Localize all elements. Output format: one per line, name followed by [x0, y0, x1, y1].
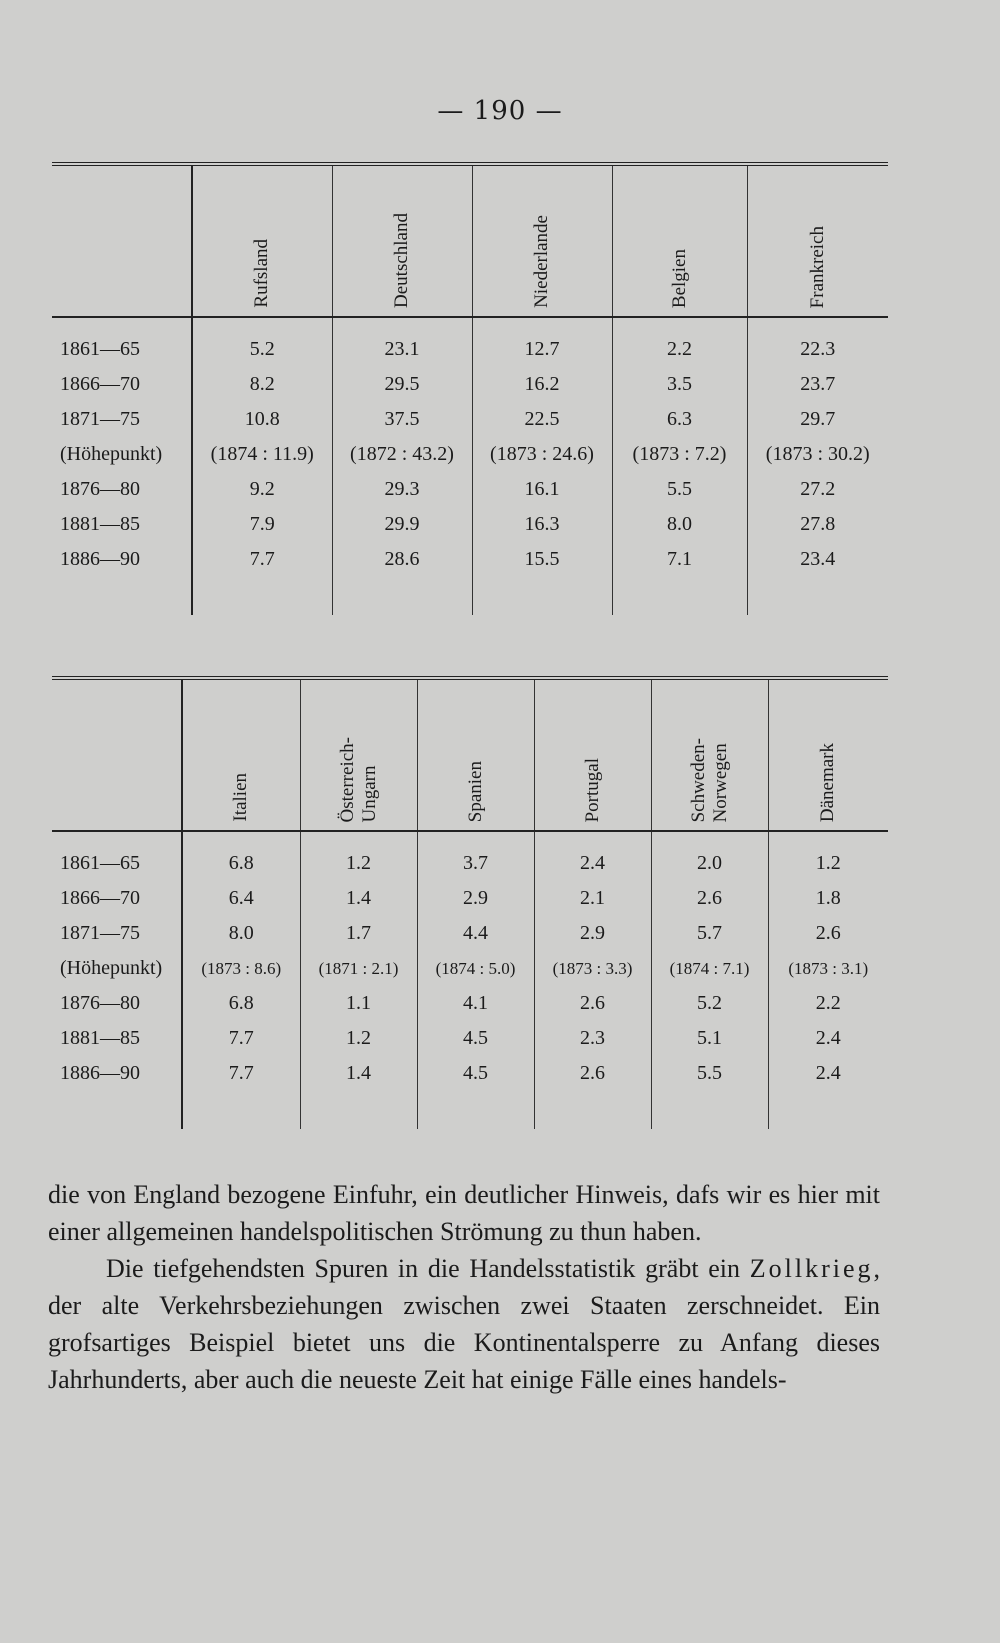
page-number: — 190 —	[437, 96, 563, 126]
empty-cell	[182, 1091, 300, 1129]
table-row	[52, 1021, 888, 1056]
table-filler-row	[52, 1091, 888, 1129]
table-row	[52, 831, 888, 881]
text-run: Die tiefgehendsten Spuren in die Handelsstatistik gräbt ein	[106, 1254, 750, 1283]
empty-cell	[192, 577, 332, 615]
table-cell: 2.6	[534, 986, 651, 1021]
table-cell: 15.5	[472, 542, 612, 577]
table-cell: 1.8	[768, 881, 888, 916]
table-cell: 7.9	[192, 507, 332, 542]
statistics-table-2	[52, 676, 888, 1129]
table-cell: (1873 : 3.1)	[768, 951, 888, 986]
table-row	[52, 542, 888, 577]
table-cell: 5.5	[612, 472, 747, 507]
table-cell: (1872 : 43.2)	[332, 437, 472, 472]
table-cell: 29.5	[332, 367, 472, 402]
statistics-table-1	[52, 162, 888, 615]
empty-cell	[768, 1091, 888, 1129]
table-cell: 28.6	[332, 542, 472, 577]
table-row	[52, 472, 888, 507]
table-cell: 29.3	[332, 472, 472, 507]
table-cell: 1.4	[300, 1056, 417, 1091]
table-cell: 29.7	[747, 402, 888, 437]
table-cell: 5.2	[651, 986, 768, 1021]
table-cell: 6.3	[612, 402, 747, 437]
table-filler-row	[52, 577, 888, 615]
table-row	[52, 367, 888, 402]
table-cell: 16.3	[472, 507, 612, 542]
row-label: 1866—70	[60, 373, 140, 395]
table-cell: 5.7	[651, 916, 768, 951]
table-row	[52, 1056, 888, 1091]
table-cell: 6.8	[182, 831, 300, 881]
row-label: (Höhepunkt)	[60, 443, 163, 465]
column-header: Deutschland	[332, 164, 472, 317]
table-cell: 2.4	[768, 1021, 888, 1056]
table-cell: 29.9	[332, 507, 472, 542]
empty-cell	[417, 1091, 534, 1129]
column-header: Österreich- Ungarn	[300, 678, 417, 831]
row-label-header	[52, 164, 192, 317]
table-cell: 7.7	[192, 542, 332, 577]
table-cell: 2.2	[768, 986, 888, 1021]
table-cell: (1873 : 7.2)	[612, 437, 747, 472]
empty-cell	[747, 577, 888, 615]
row-label: 1886—90	[60, 548, 140, 570]
table-cell: 5.5	[651, 1056, 768, 1091]
table-row	[52, 986, 888, 1021]
table-row	[52, 317, 888, 367]
table-cell: 2.6	[651, 881, 768, 916]
table-cell: 2.9	[534, 916, 651, 951]
column-header: Dänemark	[768, 678, 888, 831]
row-label: 1886—90	[60, 1062, 140, 1084]
table-cell: 2.3	[534, 1021, 651, 1056]
row-label: 1871—75	[60, 408, 140, 430]
table-row	[52, 437, 888, 472]
table-cell: 2.9	[417, 881, 534, 916]
column-header: Schweden- Norwegen	[651, 678, 768, 831]
table-cell: 2.2	[612, 317, 747, 367]
table-row	[52, 402, 888, 437]
paragraph	[48, 1250, 880, 1398]
row-label-header	[52, 678, 182, 831]
empty-cell	[651, 1091, 768, 1129]
table-cell: 4.5	[417, 1021, 534, 1056]
table-header-row	[52, 164, 888, 317]
table-cell: (1873 : 8.6)	[182, 951, 300, 986]
empty-cell	[332, 577, 472, 615]
table-row	[52, 951, 888, 986]
table-cell: 5.1	[651, 1021, 768, 1056]
column-header: Niederlande	[472, 164, 612, 317]
column-header: Portugal	[534, 678, 651, 831]
paragraph: die von England bezogene Einfuhr, ein deutlicher Hinweis, dafs wir es hier mit einer allgemeinen handelspolitischen Strömung zu thun haben.	[48, 1180, 880, 1246]
table-cell: 8.2	[192, 367, 332, 402]
table-cell: 1.2	[300, 831, 417, 881]
empty-cell	[612, 577, 747, 615]
table-cell: (1873 : 3.3)	[534, 951, 651, 986]
table-cell: 1.4	[300, 881, 417, 916]
row-label: 1861—65	[60, 338, 140, 360]
table-cell: 10.8	[192, 402, 332, 437]
column-header: Rufsland	[192, 164, 332, 317]
row-label: (Höhepunkt)	[60, 957, 163, 979]
table-cell: 37.5	[332, 402, 472, 437]
table-cell: 2.6	[768, 916, 888, 951]
table-cell: 2.0	[651, 831, 768, 881]
row-label: 1876—80	[60, 478, 140, 500]
row-label: 1876—80	[60, 992, 140, 1014]
empty-cell	[52, 1091, 182, 1129]
table-cell: 4.4	[417, 916, 534, 951]
table-cell: 27.2	[747, 472, 888, 507]
table-cell: 3.5	[612, 367, 747, 402]
column-header: Italien	[182, 678, 300, 831]
table-cell: 3.7	[417, 831, 534, 881]
table-cell: 1.1	[300, 986, 417, 1021]
table-cell: (1871 : 2.1)	[300, 951, 417, 986]
table-cell: 8.0	[612, 507, 747, 542]
table-cell: 22.5	[472, 402, 612, 437]
table-cell: (1874 : 7.1)	[651, 951, 768, 986]
column-header: Frankreich	[747, 164, 888, 317]
table-cell: 4.5	[417, 1056, 534, 1091]
table-cell: 9.2	[192, 472, 332, 507]
column-header: Belgien	[612, 164, 747, 317]
table-cell: (1874 : 11.9)	[192, 437, 332, 472]
table-cell: 1.7	[300, 916, 417, 951]
table-cell: 22.3	[747, 317, 888, 367]
row-label: 1871—75	[60, 922, 140, 944]
row-label: 1866—70	[60, 887, 140, 909]
table-cell: 16.2	[472, 367, 612, 402]
table-cell: 6.4	[182, 881, 300, 916]
table-cell: 23.1	[332, 317, 472, 367]
table-cell: 2.4	[534, 831, 651, 881]
row-label: 1881—85	[60, 513, 140, 535]
table-cell: 7.7	[182, 1021, 300, 1056]
table-cell: 8.0	[182, 916, 300, 951]
empty-cell	[534, 1091, 651, 1129]
empty-cell	[300, 1091, 417, 1129]
column-header: Spanien	[417, 678, 534, 831]
table-cell: 23.4	[747, 542, 888, 577]
table-cell: (1873 : 24.6)	[472, 437, 612, 472]
table-cell: 6.8	[182, 986, 300, 1021]
table-cell: 2.6	[534, 1056, 651, 1091]
table-cell: 5.2	[192, 317, 332, 367]
table-cell: (1874 : 5.0)	[417, 951, 534, 986]
row-label: 1881—85	[60, 1027, 140, 1049]
text-run: , der alte Verkehrsbeziehungen zwischen zwei Staaten zerschneidet. Ein grofsartiges Beispiel bietet uns die Kontinentalsperre zu Anfang dieses Jahrhunderts, aber auch die neueste Zeit hat einige Fälle eines handels-	[48, 1254, 880, 1394]
empty-cell	[472, 577, 612, 615]
empty-cell	[52, 577, 192, 615]
table-header-row	[52, 678, 888, 831]
table-cell: 16.1	[472, 472, 612, 507]
table-cell: 4.1	[417, 986, 534, 1021]
table-cell: 1.2	[768, 831, 888, 881]
table-cell: 1.2	[300, 1021, 417, 1056]
row-label: 1861—65	[60, 852, 140, 874]
table-cell: 7.7	[182, 1056, 300, 1091]
table-row	[52, 916, 888, 951]
table-cell: (1873 : 30.2)	[747, 437, 888, 472]
spaced-emphasis: Zollkrieg	[749, 1254, 874, 1283]
table-cell: 7.1	[612, 542, 747, 577]
table-cell: 2.4	[768, 1056, 888, 1091]
table-cell: 12.7	[472, 317, 612, 367]
table-row	[52, 507, 888, 542]
table-cell: 27.8	[747, 507, 888, 542]
table-cell: 2.1	[534, 881, 651, 916]
table-cell: 23.7	[747, 367, 888, 402]
body-text	[48, 1176, 880, 1398]
table-row	[52, 881, 888, 916]
